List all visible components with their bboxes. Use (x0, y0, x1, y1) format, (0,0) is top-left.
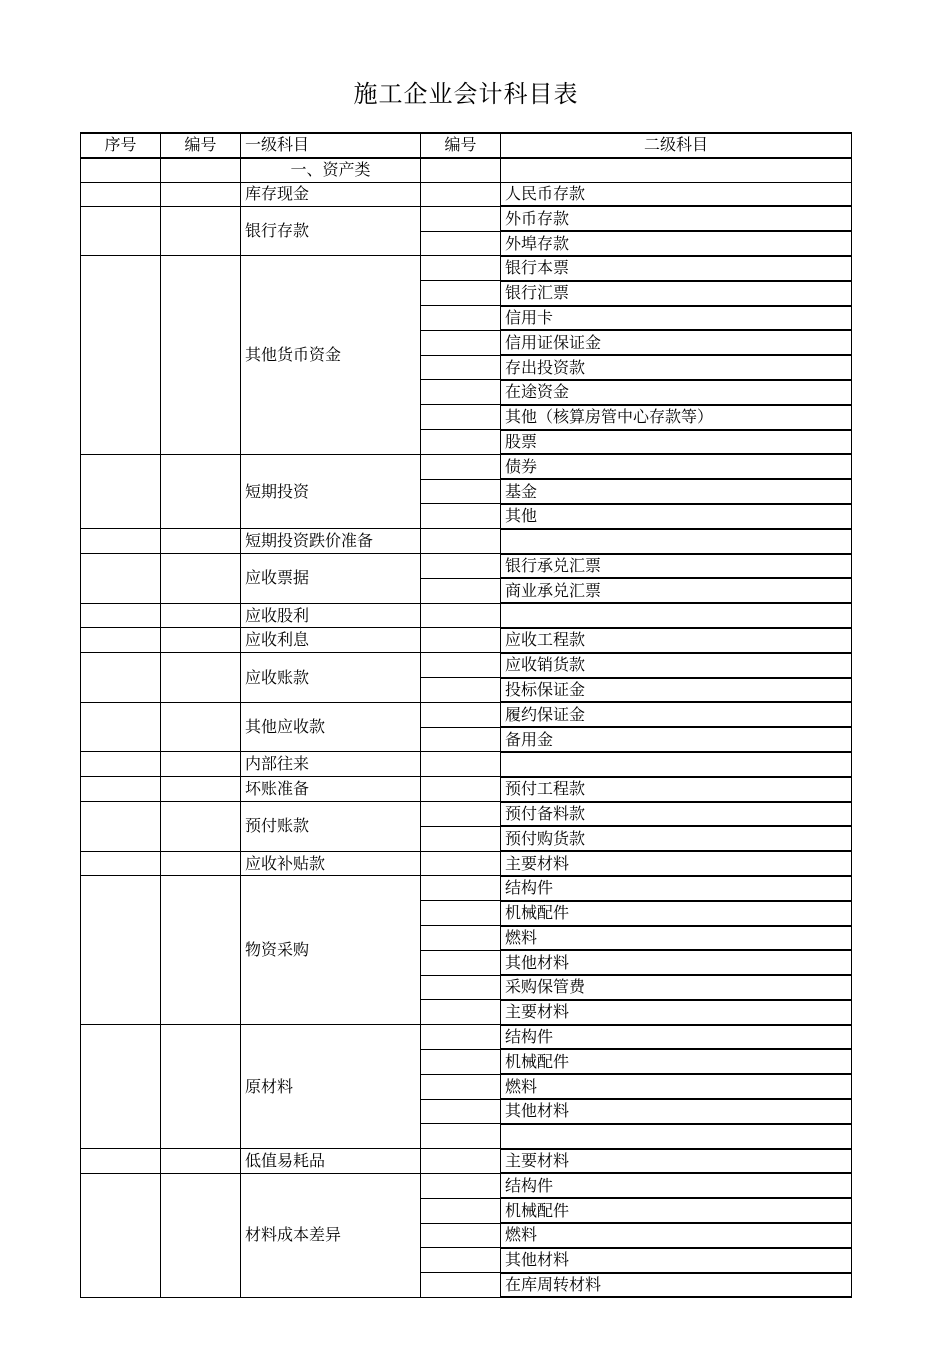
seq-cell (81, 628, 161, 653)
table-row (81, 603, 852, 628)
level2-cell: 其他材料 (501, 1248, 852, 1273)
level1-cell: 其他应收款 (241, 702, 421, 752)
code2-cell (421, 975, 501, 1000)
level2-cell: 基金 (501, 479, 852, 504)
level2-cell: 备用金 (501, 727, 852, 752)
code2-cell (421, 926, 501, 951)
code2-cell (421, 826, 501, 851)
level1-cell: 应收利息 (241, 628, 421, 653)
level2-cell: 主要材料 (501, 1000, 852, 1025)
account-table (80, 132, 852, 1298)
code2-cell (421, 727, 501, 752)
seq-cell (81, 206, 161, 256)
header-row (81, 133, 852, 158)
header-code1: 编号 (161, 133, 241, 158)
seq-cell (81, 851, 161, 876)
level2-cell: 履约保证金 (501, 702, 852, 727)
code1-cell (161, 454, 241, 528)
level2-cell: 燃料 (501, 926, 852, 951)
level1-cell: 短期投资跌价准备 (241, 529, 421, 554)
code2-cell (421, 1173, 501, 1198)
code1-cell (161, 876, 241, 1025)
level2-cell: 应收销货款 (501, 653, 852, 678)
code1-cell (161, 1173, 241, 1297)
seq-cell (81, 603, 161, 628)
seq-cell (81, 1149, 161, 1174)
table-row (81, 777, 852, 802)
table-row (81, 752, 852, 777)
code2-cell (421, 1025, 501, 1050)
level2-cell (501, 1124, 852, 1149)
level2-cell: 在库周转材料 (501, 1273, 852, 1298)
seq-cell (81, 702, 161, 752)
level2-cell: 燃料 (501, 1223, 852, 1248)
table-row (81, 628, 852, 653)
seq-cell (81, 876, 161, 1025)
code2-cell (421, 355, 501, 380)
code1-cell (161, 802, 241, 852)
level2-cell: 商业承兑汇票 (501, 578, 852, 603)
code2-cell (421, 702, 501, 727)
code1-cell (161, 554, 241, 604)
code1-cell (161, 603, 241, 628)
seq-cell (81, 1025, 161, 1149)
level1-cell: 应收账款 (241, 653, 421, 703)
code2-cell (421, 158, 501, 182)
level2-cell: 在途资金 (501, 380, 852, 405)
code2-cell (421, 1000, 501, 1025)
code2-cell (421, 578, 501, 603)
seq-cell (81, 529, 161, 554)
level2-cell: 应收工程款 (501, 628, 852, 653)
page-title: 施工企业会计科目表 (353, 80, 579, 108)
level2-cell: 外币存款 (501, 206, 852, 231)
level1-cell: 应收票据 (241, 554, 421, 604)
table-body (81, 158, 852, 1298)
code1-cell (161, 529, 241, 554)
header-code2: 编号 (421, 133, 501, 158)
code1-cell (161, 256, 241, 454)
header-seq: 序号 (81, 133, 161, 158)
code2-cell (421, 752, 501, 777)
code2-cell (421, 1248, 501, 1273)
code1-cell (161, 851, 241, 876)
code1-cell (161, 1025, 241, 1149)
level2-cell: 信用证保证金 (501, 330, 852, 355)
code2-cell (421, 206, 501, 231)
level2-cell: 银行本票 (501, 256, 852, 281)
code2-cell (421, 1074, 501, 1099)
code2-cell (421, 182, 501, 206)
level2-cell: 其他材料 (501, 1099, 852, 1124)
level2-cell: 信用卡 (501, 306, 852, 331)
code2-cell (421, 628, 501, 653)
code2-cell (421, 231, 501, 256)
level2-cell: 采购保管费 (501, 975, 852, 1000)
table-row (81, 454, 852, 479)
code1-cell (161, 1149, 241, 1174)
code1-cell (161, 628, 241, 653)
code1-cell (161, 206, 241, 256)
table-row (81, 851, 852, 876)
level2-cell: 存出投资款 (501, 355, 852, 380)
level2-cell: 其他（核算房管中心存款等） (501, 405, 852, 430)
level2-cell (501, 529, 852, 554)
level2-cell: 其他材料 (501, 950, 852, 975)
level1-cell: 内部往来 (241, 752, 421, 777)
code2-cell (421, 1223, 501, 1248)
group-label: 一、资产类 (241, 158, 421, 182)
table-header (81, 133, 852, 158)
code2-cell (421, 678, 501, 703)
code2-cell (421, 1049, 501, 1074)
level2-cell: 结构件 (501, 1025, 852, 1050)
level2-cell: 银行承兑汇票 (501, 554, 852, 579)
seq-cell (81, 158, 161, 182)
seq-cell (81, 1173, 161, 1297)
level1-cell: 材料成本差异 (241, 1173, 421, 1297)
level2-cell: 投标保证金 (501, 678, 852, 703)
level2-cell: 机械配件 (501, 1049, 852, 1074)
level1-cell: 库存现金 (241, 182, 421, 206)
seq-cell (81, 454, 161, 528)
level2-cell: 股票 (501, 430, 852, 455)
code2-cell (421, 851, 501, 876)
level1-cell: 原材料 (241, 1025, 421, 1149)
level2-cell: 结构件 (501, 1173, 852, 1198)
code2-cell (421, 479, 501, 504)
table-row (81, 1025, 852, 1050)
code2-cell (421, 454, 501, 479)
level2-cell: 机械配件 (501, 901, 852, 926)
code1-cell (161, 702, 241, 752)
code2-cell (421, 281, 501, 306)
code2-cell (421, 876, 501, 901)
level1-cell: 坏账准备 (241, 777, 421, 802)
level1-cell: 应收股利 (241, 603, 421, 628)
seq-cell (81, 777, 161, 802)
code2-cell (421, 950, 501, 975)
table-row (81, 182, 852, 206)
level2-cell: 债券 (501, 454, 852, 479)
code1-cell (161, 182, 241, 206)
code2-cell (421, 256, 501, 281)
code2-cell (421, 1124, 501, 1149)
code2-cell (421, 330, 501, 355)
table-row (81, 554, 852, 579)
table-row (81, 529, 852, 554)
code2-cell (421, 603, 501, 628)
level1-cell: 其他货币资金 (241, 256, 421, 454)
code2-cell (421, 554, 501, 579)
code2-cell (421, 430, 501, 455)
seq-cell (81, 802, 161, 852)
table-row (81, 1149, 852, 1174)
level2-cell (501, 603, 852, 628)
seq-cell (81, 256, 161, 454)
level2-cell: 其他 (501, 504, 852, 529)
level2-cell: 银行汇票 (501, 281, 852, 306)
header-level2: 二级科目 (501, 133, 852, 158)
header-level1: 一级科目 (241, 133, 421, 158)
seq-cell (81, 554, 161, 604)
code2-cell (421, 1273, 501, 1298)
level1-cell: 物资采购 (241, 876, 421, 1025)
code2-cell (421, 380, 501, 405)
code2-cell (421, 529, 501, 554)
code1-cell (161, 158, 241, 182)
level2-cell: 人民币存款 (501, 182, 852, 206)
level2-cell: 预付购货款 (501, 826, 852, 851)
code1-cell (161, 752, 241, 777)
level1-cell: 预付账款 (241, 802, 421, 852)
table-row (81, 876, 852, 901)
table-row (81, 702, 852, 727)
table-row (81, 256, 852, 281)
code2-cell (421, 802, 501, 827)
group-row (81, 158, 852, 182)
level2-cell: 燃料 (501, 1074, 852, 1099)
level1-cell: 应收补贴款 (241, 851, 421, 876)
code1-cell (161, 777, 241, 802)
level2-cell: 预付备料款 (501, 802, 852, 827)
table-row (81, 653, 852, 678)
table-row (81, 206, 852, 231)
level2-cell (501, 752, 852, 777)
level2-cell (501, 158, 852, 182)
code2-cell (421, 1198, 501, 1223)
code2-cell (421, 504, 501, 529)
code2-cell (421, 653, 501, 678)
code2-cell (421, 405, 501, 430)
code2-cell (421, 1149, 501, 1174)
level2-cell: 预付工程款 (501, 777, 852, 802)
level2-cell: 主要材料 (501, 851, 852, 876)
seq-cell (81, 182, 161, 206)
level1-cell: 低值易耗品 (241, 1149, 421, 1174)
level2-cell: 主要材料 (501, 1149, 852, 1174)
seq-cell (81, 752, 161, 777)
level2-cell: 结构件 (501, 876, 852, 901)
table-row (81, 802, 852, 827)
code2-cell (421, 901, 501, 926)
code1-cell (161, 653, 241, 703)
level1-cell: 银行存款 (241, 206, 421, 256)
level2-cell: 机械配件 (501, 1198, 852, 1223)
level2-cell: 外埠存款 (501, 231, 852, 256)
code2-cell (421, 1099, 501, 1124)
code2-cell (421, 306, 501, 331)
code2-cell (421, 777, 501, 802)
seq-cell (81, 653, 161, 703)
level1-cell: 短期投资 (241, 454, 421, 528)
table-row (81, 1173, 852, 1198)
